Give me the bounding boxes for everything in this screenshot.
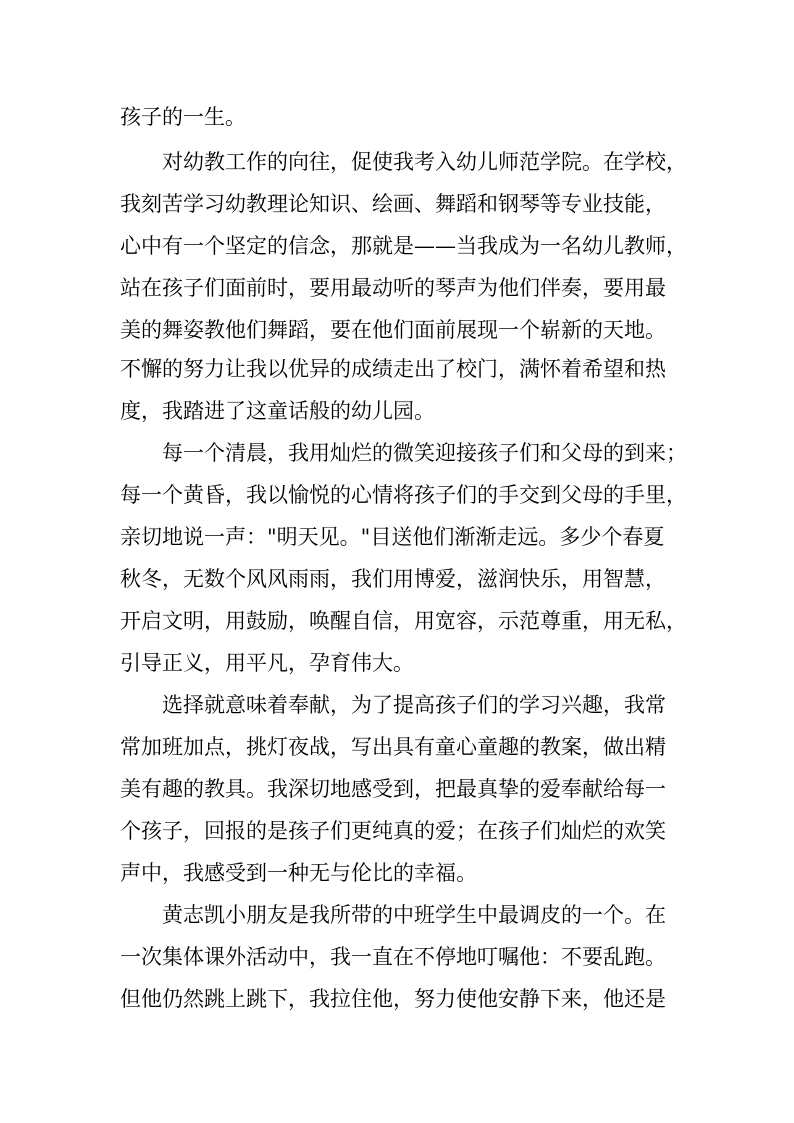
text-line: 一次集体课外活动中，我一直在不停地叮嘱他：不要乱跑。 bbox=[120, 945, 666, 969]
text-line: 开启文明，用鼓励，唤醒自信，用宽容，示范尊重，用无私， bbox=[120, 609, 687, 633]
text-line: 引导正义，用平凡，孕育伟大。 bbox=[120, 651, 414, 675]
paragraph-first-line: 黄志凯小朋友是我所带的中班学生中最调皮的一个。在 bbox=[162, 903, 666, 927]
paragraph-first-line: 每一个清晨，我用灿烂的微笑迎接孩子们和父母的到来； bbox=[162, 441, 687, 465]
text-line: 亲切地说一声："明天见。"目送他们渐渐走远。多少个春夏 bbox=[120, 525, 665, 549]
text-line: 秋冬，无数个风风雨雨，我们用博爱，滋润快乐，用智慧， bbox=[120, 567, 666, 591]
text-line: 常加班加点，挑灯夜战，写出具有童心童趣的教案，做出精 bbox=[120, 735, 666, 759]
paragraph-first-line: 选择就意味着奉献，为了提高孩子们的学习兴趣，我常 bbox=[162, 693, 666, 717]
text-line: 个孩子，回报的是孩子们更纯真的爱；在孩子们灿烂的欢笑 bbox=[120, 819, 666, 843]
text-line: 每一个黄昏，我以愉悦的心情将孩子们的手交到父母的手里， bbox=[120, 483, 687, 507]
text-line: 美有趣的教具。我深切地感受到，把最真挚的爱奉献给每一 bbox=[120, 777, 666, 801]
text-line: 声中，我感受到一种无与伦比的幸福。 bbox=[120, 861, 477, 885]
text-line: 但他仍然跳上跳下，我拉住他，努力使他安静下来，他还是 bbox=[120, 987, 666, 1011]
text-line: 美的舞姿教他们舞蹈，要在他们面前展现一个崭新的天地。 bbox=[120, 318, 666, 342]
text-line: 心中有一个坚定的信念，那就是——当我成为一名幼儿教师， bbox=[120, 234, 687, 258]
text-line: 孩子的一生。 bbox=[120, 105, 246, 129]
text-line: 站在孩子们面前时，要用最动听的琴声为他们伴奏，要用最 bbox=[120, 276, 666, 300]
text-line: 不懈的努力让我以优异的成绩走出了校门，满怀着希望和热 bbox=[120, 357, 666, 381]
text-line: 度，我踏进了这童话般的幼儿园。 bbox=[120, 399, 435, 423]
paragraph-first-line: 对幼教工作的向往，促使我考入幼儿师范学院。在学校， bbox=[162, 150, 687, 174]
text-line: 我刻苦学习幼教理论知识、绘画、舞蹈和钢琴等专业技能， bbox=[120, 192, 666, 216]
